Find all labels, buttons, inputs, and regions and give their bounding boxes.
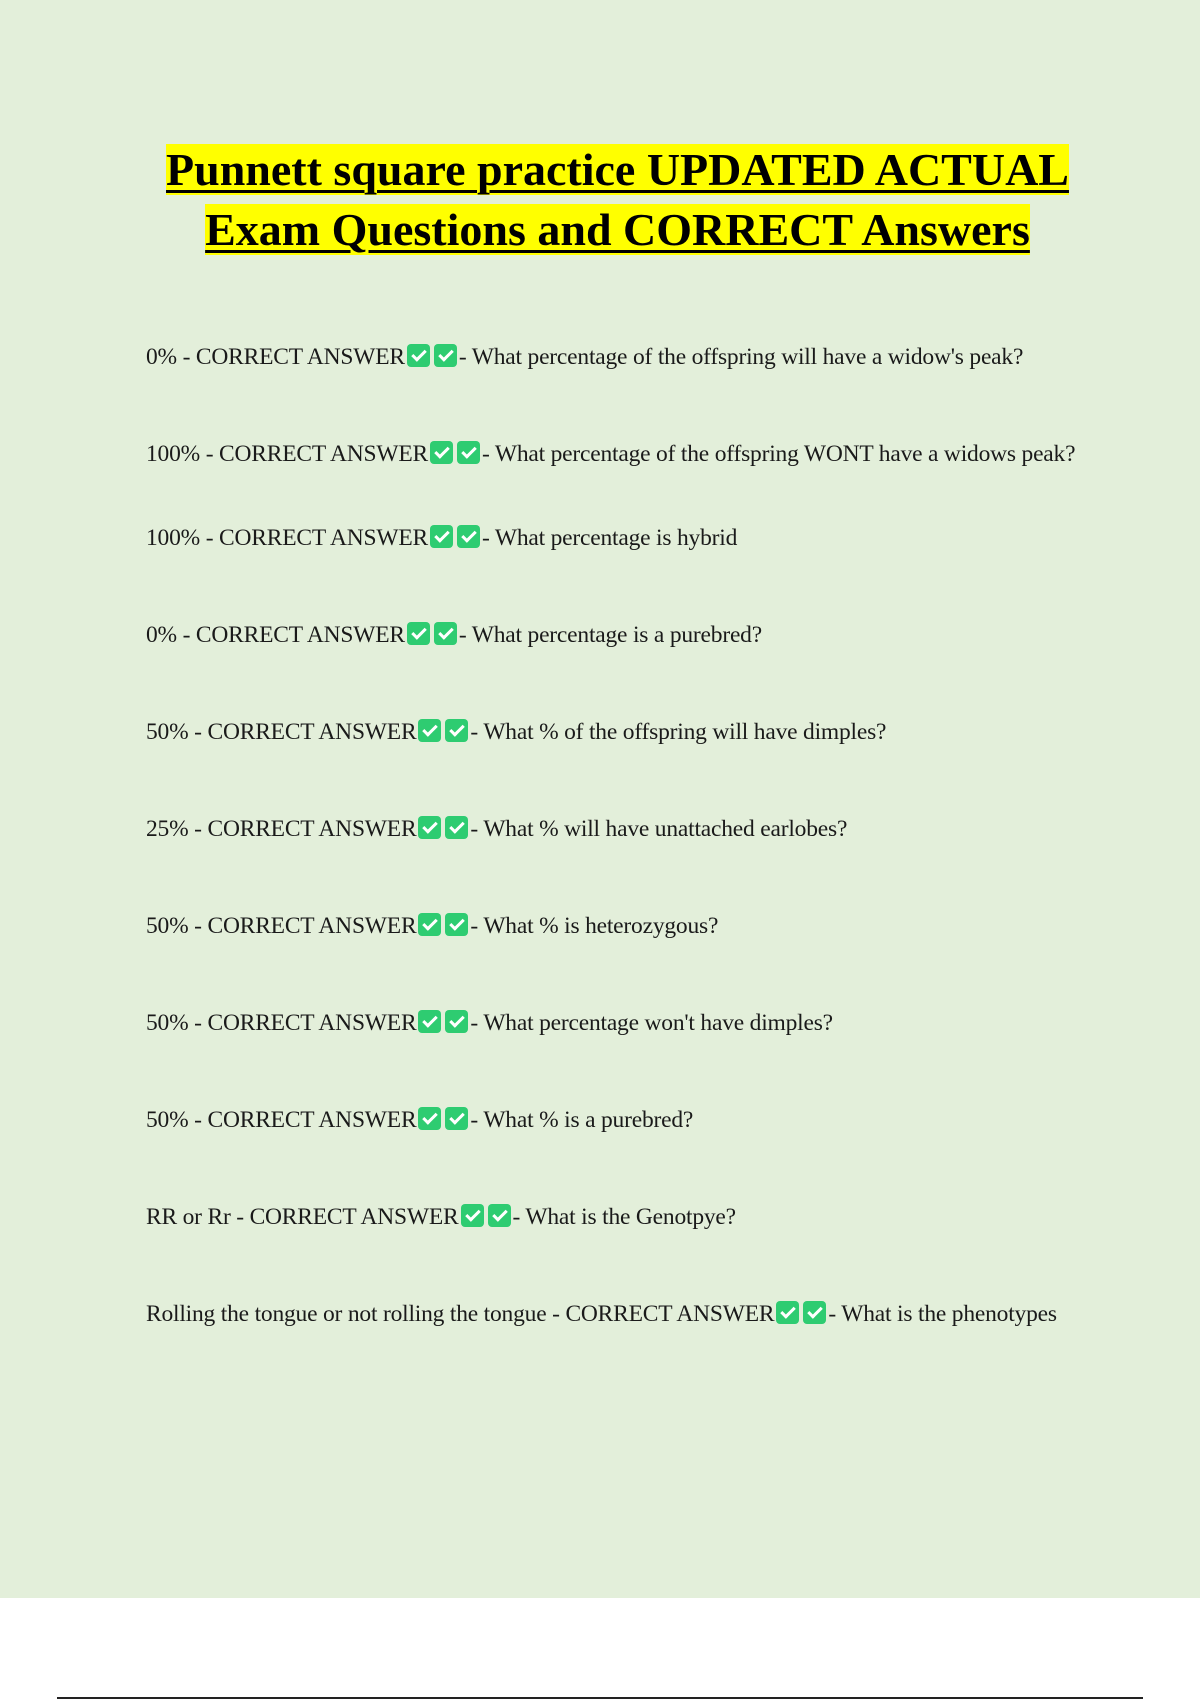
footer-divider	[57, 1697, 1143, 1699]
check-mark-box-icon	[418, 816, 441, 839]
qa-answer: 0%	[146, 344, 177, 370]
qa-answer: 100%	[146, 441, 201, 467]
check-mark-box-icon	[407, 344, 430, 367]
title-block	[120, 140, 1115, 260]
qa-item: 100% - CORRECT ANSWER - What percentage is hybrid	[146, 525, 738, 551]
qa-question: What is the phenotypes	[841, 1301, 1057, 1327]
qa-item: 50% - CORRECT ANSWER - What % is heterozygous?	[146, 913, 719, 939]
check-mark-box-icon	[418, 1107, 441, 1130]
correct-answer-label: CORRECT ANSWER	[207, 816, 417, 842]
qa-item: Rolling the tongue or not rolling the tongue - CORRECT ANSWER - What is the phenotypes	[146, 1301, 1057, 1327]
qa-question: What percentage won't have dimples?	[483, 1010, 833, 1036]
check-mark-box-icon	[418, 719, 441, 742]
check-mark-box-icon	[445, 913, 468, 936]
correct-answer-label: CORRECT ANSWER	[249, 1204, 459, 1230]
qa-answer: 100%	[146, 525, 201, 551]
check-mark-box-icon	[418, 1010, 441, 1033]
qa-question: What % is a purebred?	[483, 1107, 694, 1133]
qa-item: 50% - CORRECT ANSWER - What % of the offspring will have dimples?	[146, 719, 887, 745]
qa-answer: 50%	[146, 1010, 189, 1036]
qa-answer: 50%	[146, 1107, 189, 1133]
qa-item: 25% - CORRECT ANSWER - What % will have unattached earlobes?	[146, 816, 848, 842]
check-mark-box-icon	[461, 1204, 484, 1227]
check-mark-box-icon	[418, 913, 441, 936]
correct-answer-label: CORRECT ANSWER	[195, 622, 405, 648]
correct-answer-label: CORRECT ANSWER	[207, 913, 417, 939]
qa-question: What % is heterozygous?	[483, 913, 719, 939]
check-mark-box-icon	[445, 816, 468, 839]
check-mark-box-icon	[434, 622, 457, 645]
correct-answer-label: CORRECT ANSWER	[219, 441, 428, 467]
correct-answer-label: CORRECT ANSWER	[195, 344, 405, 370]
check-mark-box-icon	[488, 1204, 511, 1227]
qa-question: What percentage of the offspring will have a widow's peak?	[471, 344, 1024, 370]
qa-question: What is the Genotpye?	[525, 1204, 736, 1230]
check-mark-box-icon	[445, 719, 468, 742]
check-mark-box-icon	[430, 441, 453, 464]
correct-answer-label: CORRECT ANSWER	[207, 1010, 417, 1036]
qa-item: 50% - CORRECT ANSWER - What percentage won't have dimples?	[146, 1010, 833, 1036]
check-mark-box-icon	[445, 1010, 468, 1033]
qa-answer: 25%	[146, 816, 189, 842]
qa-item: 50% - CORRECT ANSWER - What % is a purebred?	[146, 1107, 694, 1133]
qa-question: What % will have unattached earlobes?	[483, 816, 848, 842]
check-mark-box-icon	[407, 622, 430, 645]
qa-question: What percentage of the offspring WONT have a widows peak?	[494, 441, 1076, 467]
qa-item: RR or Rr - CORRECT ANSWER - What is the Genotpye?	[146, 1204, 736, 1230]
check-mark-box-icon	[776, 1301, 799, 1324]
qa-answer: 50%	[146, 719, 189, 745]
qa-answer: Rolling the tongue or not rolling the tongue	[146, 1301, 547, 1327]
correct-answer-label: CORRECT ANSWER	[565, 1301, 775, 1327]
qa-item: 0% - CORRECT ANSWER - What percentage of the offspring will have a widow's peak?	[146, 344, 1024, 370]
qa-question: What percentage is a purebred?	[471, 622, 762, 648]
correct-answer-label: CORRECT ANSWER	[207, 719, 417, 745]
check-mark-box-icon	[457, 441, 480, 464]
qa-item: 0% - CORRECT ANSWER - What percentage is a purebred?	[146, 622, 762, 648]
check-mark-box-icon	[434, 344, 457, 367]
check-mark-box-icon	[803, 1301, 826, 1324]
qa-answer: RR or Rr	[146, 1204, 231, 1230]
qa-answer: 50%	[146, 913, 189, 939]
correct-answer-label: CORRECT ANSWER	[219, 525, 428, 551]
qa-item: 100% - CORRECT ANSWER - What percentage of the offspring WONT have a widows peak?	[146, 441, 1076, 467]
correct-answer-label: CORRECT ANSWER	[207, 1107, 417, 1133]
qa-question: What % of the offspring will have dimples?	[483, 719, 887, 745]
qa-answer: 0%	[146, 622, 177, 648]
check-mark-box-icon	[430, 525, 453, 548]
qa-list	[146, 342, 1081, 1383]
check-mark-box-icon	[457, 525, 480, 548]
check-mark-box-icon	[445, 1107, 468, 1130]
qa-question: What percentage is hybrid	[494, 525, 738, 551]
document-title-text: Punnett square practice UPDATED ACTUAL Exam Questions and CORRECT Answers	[166, 144, 1069, 255]
document-title	[120, 140, 1115, 260]
